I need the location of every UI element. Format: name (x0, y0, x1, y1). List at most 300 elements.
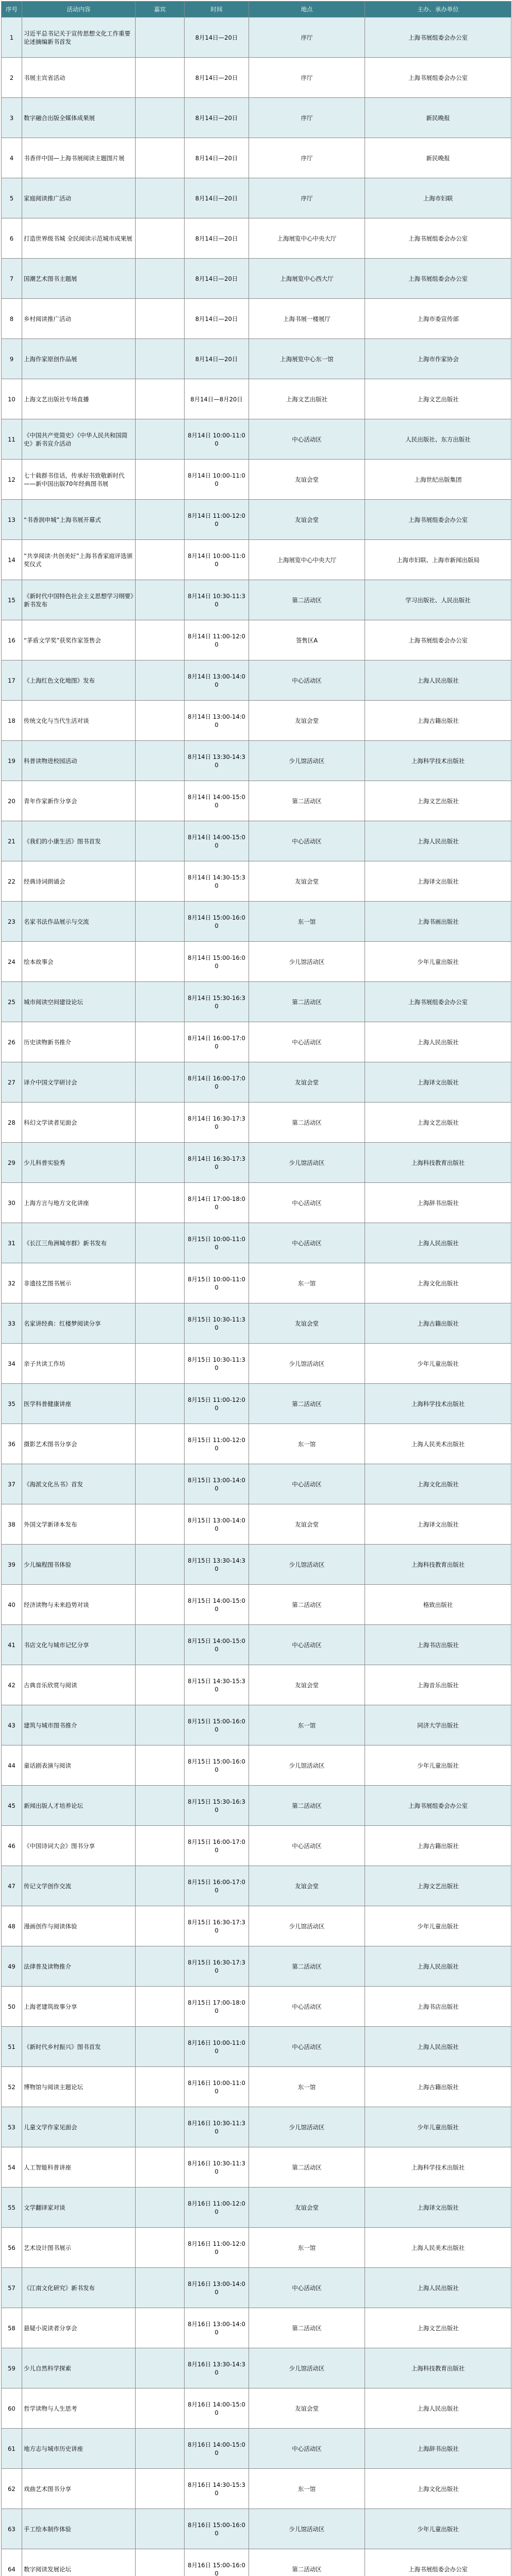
cell-organizer: 上海科技教育出版社 (365, 1143, 511, 1183)
header-guest: 嘉宾 (136, 2, 185, 18)
table-row (2, 1745, 511, 1786)
cell-organizer: 少年儿童出版社 (365, 1745, 511, 1786)
cell-no: 39 (2, 1545, 22, 1585)
cell-organizer: 上海译文出版社 (365, 1062, 511, 1103)
cell-place: 上海文艺出版社 (249, 379, 365, 419)
cell-content: 《上海红色文化地图》发布 (22, 660, 136, 701)
cell-content: 历史读物新书推介 (22, 1022, 136, 1062)
cell-organizer: 上海文化出版社 (365, 1263, 511, 1303)
cell-organizer: 上海古籍出版社 (365, 1303, 511, 1344)
cell-time: 8月14日—20日 (185, 259, 249, 299)
cell-time: 8月14日 16:00-17:00 (185, 1062, 249, 1103)
cell-guest (136, 1303, 185, 1344)
cell-guest (136, 500, 185, 540)
cell-organizer: 上海译文出版社 (365, 1504, 511, 1545)
cell-guest (136, 1545, 185, 1585)
table-row (2, 2147, 511, 2188)
cell-no: 31 (2, 1223, 22, 1263)
cell-no: 42 (2, 1665, 22, 1705)
cell-place: 中心活动区 (249, 821, 365, 861)
cell-no: 49 (2, 1946, 22, 1987)
cell-guest (136, 2549, 185, 2576)
cell-place: 少儿馆活动区 (249, 942, 365, 982)
cell-no: 37 (2, 1464, 22, 1504)
table-row (2, 1424, 511, 1464)
cell-place: 第二活动区 (249, 982, 365, 1022)
cell-place: 少儿馆活动区 (249, 1906, 365, 1946)
cell-organizer: 上海文艺出版社 (365, 781, 511, 821)
cell-organizer: 上海市委宣传部 (365, 299, 511, 339)
cell-content: 医学科普健康讲座 (22, 1384, 136, 1424)
table-row (2, 1103, 511, 1143)
cell-guest (136, 1705, 185, 1745)
cell-content: 《中国诗词大会》图书分享 (22, 1826, 136, 1866)
cell-content: 上海方言与地方文化讲座 (22, 1183, 136, 1223)
table-row (2, 299, 511, 339)
cell-time: 8月14日 15:00-16:00 (185, 942, 249, 982)
cell-content: 非遗技艺图书展示 (22, 1263, 136, 1303)
cell-content: 《江南文化研究》新书发布 (22, 2268, 136, 2308)
cell-guest (136, 299, 185, 339)
cell-time: 8月16日 10:00-11:00 (185, 2027, 249, 2067)
cell-organizer: 上海文艺出版社 (365, 2308, 511, 2348)
cell-guest (136, 1344, 185, 1384)
cell-organizer: 上海书展组委会办公室 (365, 2549, 511, 2576)
cell-no: 1 (2, 18, 22, 58)
events-table (1, 1, 511, 2576)
cell-content: 传统文化与当代生活对谈 (22, 701, 136, 741)
cell-guest (136, 1223, 185, 1263)
cell-time: 8月14日—20日 (185, 58, 249, 98)
cell-time: 8月14日 17:00-18:00 (185, 1183, 249, 1223)
cell-organizer: 上海文艺出版社 (365, 379, 511, 419)
table-row (2, 1786, 511, 1826)
cell-organizer: 少年儿童出版社 (365, 942, 511, 982)
cell-no: 52 (2, 2067, 22, 2107)
cell-organizer: 格致出版社 (365, 1585, 511, 1625)
cell-place: 序厅 (249, 138, 365, 178)
cell-guest (136, 902, 185, 942)
cell-organizer: 上海辞书出版社 (365, 2429, 511, 2469)
cell-place: 中心活动区 (249, 1464, 365, 1504)
cell-guest (136, 2067, 185, 2107)
cell-content: 哲学读物与人生思考 (22, 2388, 136, 2429)
cell-guest (136, 821, 185, 861)
cell-no: 55 (2, 2188, 22, 2228)
cell-content: 法律普及读物推介 (22, 1946, 136, 1987)
cell-no: 60 (2, 2388, 22, 2429)
cell-content: 习近平总书记关于宣传思想文化工作重要论述摘编新书首发 (22, 18, 136, 58)
cell-content: 数字阅读发展论坛 (22, 2549, 136, 2576)
table-row (2, 259, 511, 299)
cell-no: 33 (2, 1303, 22, 1344)
table-row (2, 2067, 511, 2107)
table-row (2, 379, 511, 419)
table-row (2, 942, 511, 982)
cell-no: 13 (2, 500, 22, 540)
cell-content: 上海作家原创作品展 (22, 339, 136, 379)
cell-guest (136, 419, 185, 460)
cell-organizer: 上海市妇联、上海市新闻出版局 (365, 540, 511, 580)
cell-guest (136, 741, 185, 781)
table-row (2, 1183, 511, 1223)
cell-place: 上海展览中心东一馆 (249, 339, 365, 379)
cell-organizer: 上海文艺出版社 (365, 1866, 511, 1906)
cell-time: 8月14日 16:30-17:30 (185, 1103, 249, 1143)
cell-content: 家庭阅读推广活动 (22, 178, 136, 218)
cell-guest (136, 2348, 185, 2388)
cell-content: 建筑与城市图书推介 (22, 1705, 136, 1745)
cell-place: 友谊会堂 (249, 701, 365, 741)
cell-place: 友谊会堂 (249, 2188, 365, 2228)
cell-place: 友谊会堂 (249, 861, 365, 902)
cell-place: 第二活动区 (249, 2549, 365, 2576)
table-header (2, 2, 511, 18)
cell-place: 上海展览中心中央大厅 (249, 218, 365, 259)
cell-no: 4 (2, 138, 22, 178)
table-row (2, 1946, 511, 1987)
cell-content: 青年作家新作分享会 (22, 781, 136, 821)
cell-place: 中心活动区 (249, 1183, 365, 1223)
table-row (2, 58, 511, 98)
cell-time: 8月16日 11:00-12:00 (185, 2188, 249, 2228)
cell-content: 数字融合出版全媒体成果展 (22, 98, 136, 138)
header-no: 序号 (2, 2, 22, 18)
cell-time: 8月14日—20日 (185, 299, 249, 339)
cell-place: 少儿馆活动区 (249, 2348, 365, 2388)
cell-content: 童话剧表演与阅读 (22, 1745, 136, 1786)
cell-place: 少儿馆活动区 (249, 2509, 365, 2549)
cell-no: 63 (2, 2509, 22, 2549)
cell-no: 36 (2, 1424, 22, 1464)
cell-content: 名家书法作品展示与交流 (22, 902, 136, 942)
cell-content: “茅盾文学奖”获奖作家签售会 (22, 620, 136, 660)
cell-no: 2 (2, 58, 22, 98)
table-row (2, 339, 511, 379)
table-row (2, 821, 511, 861)
cell-organizer: 新民晚报 (365, 98, 511, 138)
cell-content: 经典诗词朗诵会 (22, 861, 136, 902)
cell-time: 8月15日 16:00-17:00 (185, 1866, 249, 1906)
cell-organizer: 上海书画出版社 (365, 902, 511, 942)
cell-guest (136, 1665, 185, 1705)
cell-place: 第二活动区 (249, 1384, 365, 1424)
cell-organizer: 同济大学出版社 (365, 1705, 511, 1745)
cell-guest (136, 58, 185, 98)
cell-content: 经济读物与未来趋势对谈 (22, 1585, 136, 1625)
cell-content: 书店文化与城市记忆分享 (22, 1625, 136, 1665)
cell-time: 8月14日 13:30-14:30 (185, 741, 249, 781)
cell-time: 8月15日 11:00-12:00 (185, 1424, 249, 1464)
cell-time: 8月15日 13:30-14:30 (185, 1545, 249, 1585)
cell-place: 中心活动区 (249, 1987, 365, 2027)
cell-no: 62 (2, 2469, 22, 2509)
cell-no: 51 (2, 2027, 22, 2067)
cell-content: 戏曲艺术图书分享 (22, 2469, 136, 2509)
cell-content: 《长江三角洲城市群》新书发布 (22, 1223, 136, 1263)
cell-no: 54 (2, 2147, 22, 2188)
cell-content: 地方志与城市历史讲座 (22, 2429, 136, 2469)
cell-place: 中心活动区 (249, 419, 365, 460)
cell-guest (136, 861, 185, 902)
cell-guest (136, 1062, 185, 1103)
cell-organizer: 上海科学技术出版社 (365, 2147, 511, 2188)
cell-organizer: 上海书展组委会办公室 (365, 218, 511, 259)
table-row (2, 1303, 511, 1344)
cell-place: 东一馆 (249, 2067, 365, 2107)
cell-no: 29 (2, 1143, 22, 1183)
cell-organizer: 上海文化出版社 (365, 1464, 511, 1504)
table-row (2, 2188, 511, 2228)
cell-place: 中心活动区 (249, 2268, 365, 2308)
cell-organizer: 上海人民出版社 (365, 1022, 511, 1062)
cell-no: 28 (2, 1103, 22, 1143)
cell-content: 打造世界级书城 全民阅读示范城市成果展 (22, 218, 136, 259)
cell-no: 27 (2, 1062, 22, 1103)
cell-guest (136, 1103, 185, 1143)
cell-content: 《新时代中国特色社会主义思想学习纲要》新书发布 (22, 580, 136, 620)
cell-no: 53 (2, 2107, 22, 2147)
cell-place: 东一馆 (249, 2228, 365, 2268)
cell-time: 8月14日—20日 (185, 138, 249, 178)
cell-time: 8月14日 16:30-17:30 (185, 1143, 249, 1183)
cell-no: 40 (2, 1585, 22, 1625)
table-row (2, 620, 511, 660)
cell-no: 47 (2, 1866, 22, 1906)
cell-guest (136, 2228, 185, 2268)
cell-time: 8月15日 10:00-11:00 (185, 1263, 249, 1303)
cell-content: 译介中国文学研讨会 (22, 1062, 136, 1103)
cell-content: 亲子共读工作坊 (22, 1344, 136, 1384)
cell-no: 24 (2, 942, 22, 982)
cell-organizer: 上海书展组委会办公室 (365, 620, 511, 660)
cell-organizer: 上海古籍出版社 (365, 2067, 511, 2107)
table-row (2, 1545, 511, 1585)
cell-time: 8月14日—20日 (185, 339, 249, 379)
cell-time: 8月16日 14:00-15:00 (185, 2429, 249, 2469)
table-row (2, 460, 511, 500)
cell-content: 名家讲经典：红楼梦阅读分享 (22, 1303, 136, 1344)
header-row (2, 2, 511, 18)
cell-place: 友谊会堂 (249, 2388, 365, 2429)
cell-organizer: 上海人民美术出版社 (365, 2228, 511, 2268)
cell-guest (136, 1745, 185, 1786)
cell-organizer: 上海人民出版社 (365, 821, 511, 861)
cell-place: 中心活动区 (249, 1022, 365, 1062)
cell-organizer: 上海人民出版社 (365, 2268, 511, 2308)
cell-guest (136, 339, 185, 379)
cell-guest (136, 1384, 185, 1424)
cell-content: 漫画创作与阅读体验 (22, 1906, 136, 1946)
cell-guest (136, 2188, 185, 2228)
cell-guest (136, 2107, 185, 2147)
cell-no: 23 (2, 902, 22, 942)
cell-no: 50 (2, 1987, 22, 2027)
cell-guest (136, 1987, 185, 2027)
table-row (2, 2469, 511, 2509)
cell-place: 友谊会堂 (249, 460, 365, 500)
cell-place: 第二活动区 (249, 1585, 365, 1625)
table-row (2, 2107, 511, 2147)
cell-guest (136, 2509, 185, 2549)
cell-organizer: 人民出版社、东方出版社 (365, 419, 511, 460)
cell-guest (136, 460, 185, 500)
cell-time: 8月14日 14:30-15:30 (185, 861, 249, 902)
cell-place: 上海展览中心西大厅 (249, 259, 365, 299)
table-row (2, 1705, 511, 1745)
cell-content: 摄影艺术图书分享会 (22, 1424, 136, 1464)
cell-organizer: 上海书展组委会办公室 (365, 18, 511, 58)
cell-place: 友谊会堂 (249, 1303, 365, 1344)
cell-place: 第二活动区 (249, 1946, 365, 1987)
cell-organizer: 上海译文出版社 (365, 861, 511, 902)
cell-time: 8月15日 14:00-15:00 (185, 1625, 249, 1665)
cell-place: 东一馆 (249, 1705, 365, 1745)
header-time: 时间 (185, 2, 249, 18)
table-body (2, 18, 511, 2576)
cell-content: “共享阅读·共创美好”上海书香家庭评选颁奖仪式 (22, 540, 136, 580)
cell-time: 8月14日 14:00-15:00 (185, 821, 249, 861)
cell-content: 乡村阅读推广活动 (22, 299, 136, 339)
cell-organizer: 上海书店出版社 (365, 1987, 511, 2027)
cell-guest (136, 982, 185, 1022)
cell-organizer: 上海古籍出版社 (365, 701, 511, 741)
cell-place: 序厅 (249, 98, 365, 138)
cell-guest (136, 1504, 185, 1545)
cell-content: 上海文艺出版社专场直播 (22, 379, 136, 419)
cell-organizer: 上海辞书出版社 (365, 1183, 511, 1223)
cell-guest (136, 1625, 185, 1665)
cell-content: 上海老建筑故事分享 (22, 1987, 136, 2027)
cell-no: 9 (2, 339, 22, 379)
cell-no: 16 (2, 620, 22, 660)
cell-content: 《海派文化丛书》首发 (22, 1464, 136, 1504)
cell-no: 25 (2, 982, 22, 1022)
cell-no: 3 (2, 98, 22, 138)
cell-guest (136, 218, 185, 259)
cell-place: 第二活动区 (249, 2308, 365, 2348)
table-row (2, 1585, 511, 1625)
table-row (2, 1464, 511, 1504)
cell-no: 6 (2, 218, 22, 259)
cell-time: 8月16日 15:00-16:00 (185, 2549, 249, 2576)
cell-guest (136, 259, 185, 299)
table-row (2, 1384, 511, 1424)
table-row (2, 178, 511, 218)
cell-place: 中心活动区 (249, 2429, 365, 2469)
cell-guest (136, 1826, 185, 1866)
cell-time: 8月15日 10:30-11:30 (185, 1303, 249, 1344)
table-row (2, 2228, 511, 2268)
cell-organizer: 上海市作家协会 (365, 339, 511, 379)
cell-organizer: 上海人民出版社 (365, 2027, 511, 2067)
cell-organizer: 上海文化出版社 (365, 2469, 511, 2509)
cell-content: “书香润申城”上海书展开幕式 (22, 500, 136, 540)
table-row (2, 1866, 511, 1906)
table-row (2, 218, 511, 259)
cell-time: 8月14日 13:00-14:00 (185, 701, 249, 741)
cell-place: 序厅 (249, 58, 365, 98)
table-row (2, 1625, 511, 1665)
cell-content: 手工绘本制作体验 (22, 2509, 136, 2549)
cell-guest (136, 2308, 185, 2348)
cell-content: 书展主宾省活动 (22, 58, 136, 98)
cell-time: 8月15日 16:30-17:30 (185, 1946, 249, 1987)
cell-content: 《新时代乡村振兴》图书首发 (22, 2027, 136, 2067)
cell-time: 8月14日—8月20日 (185, 379, 249, 419)
cell-place: 东一馆 (249, 1424, 365, 1464)
cell-content: 艺术设计图书展示 (22, 2228, 136, 2268)
cell-guest (136, 1183, 185, 1223)
cell-time: 8月15日 14:30-15:30 (185, 1665, 249, 1705)
cell-place: 第二活动区 (249, 580, 365, 620)
cell-organizer: 上海人民出版社 (365, 2388, 511, 2429)
cell-no: 26 (2, 1022, 22, 1062)
cell-time: 8月16日 11:00-12:00 (185, 2228, 249, 2268)
cell-time: 8月16日 13:00-14:00 (185, 2268, 249, 2308)
cell-content: 城市阅读空间建设论坛 (22, 982, 136, 1022)
cell-content: 传记文学创作交流 (22, 1866, 136, 1906)
cell-time: 8月16日 13:00-14:00 (185, 2308, 249, 2348)
cell-time: 8月15日 16:30-17:30 (185, 1906, 249, 1946)
cell-guest (136, 540, 185, 580)
cell-guest (136, 2268, 185, 2308)
cell-organizer: 上海人民美术出版社 (365, 1424, 511, 1464)
cell-no: 18 (2, 701, 22, 741)
cell-no: 44 (2, 1745, 22, 1786)
cell-organizer: 上海人民出版社 (365, 1223, 511, 1263)
table-row (2, 2549, 511, 2576)
cell-place: 中心活动区 (249, 660, 365, 701)
cell-place: 友谊会堂 (249, 500, 365, 540)
cell-organizer: 学习出版社、人民出版社 (365, 580, 511, 620)
cell-place: 东一馆 (249, 902, 365, 942)
cell-guest (136, 138, 185, 178)
cell-time: 8月14日 10:30-11:30 (185, 580, 249, 620)
cell-place: 中心活动区 (249, 1625, 365, 1665)
cell-no: 41 (2, 1625, 22, 1665)
cell-organizer: 上海人民出版社 (365, 1946, 511, 1987)
cell-organizer: 上海科技教育出版社 (365, 1545, 511, 1585)
cell-no: 12 (2, 460, 22, 500)
cell-guest (136, 580, 185, 620)
cell-content: 《我们的小康生活》图书首发 (22, 821, 136, 861)
table-row (2, 500, 511, 540)
table-row (2, 2268, 511, 2308)
header-place: 地点 (249, 2, 365, 18)
cell-place: 少儿馆活动区 (249, 2107, 365, 2147)
table-row (2, 1987, 511, 2027)
cell-content: 儿童文学作家见面会 (22, 2107, 136, 2147)
cell-place: 友谊会堂 (249, 1504, 365, 1545)
cell-time: 8月15日 10:00-11:00 (185, 1223, 249, 1263)
cell-content: 国潮艺术图书主题展 (22, 259, 136, 299)
cell-time: 8月16日 10:30-11:30 (185, 2147, 249, 2188)
cell-time: 8月15日 15:00-16:00 (185, 1745, 249, 1786)
cell-content: 古典音乐欣赏与阅读 (22, 1665, 136, 1705)
cell-no: 61 (2, 2429, 22, 2469)
cell-no: 5 (2, 178, 22, 218)
cell-organizer: 上海文艺出版社 (365, 1103, 511, 1143)
table-row (2, 1906, 511, 1946)
table-row (2, 580, 511, 620)
cell-time: 8月15日 14:00-15:00 (185, 1585, 249, 1625)
table-row (2, 2429, 511, 2469)
cell-time: 8月15日 15:00-16:00 (185, 1705, 249, 1745)
cell-time: 8月16日 13:30-14:30 (185, 2348, 249, 2388)
cell-no: 11 (2, 419, 22, 460)
table-row (2, 2308, 511, 2348)
